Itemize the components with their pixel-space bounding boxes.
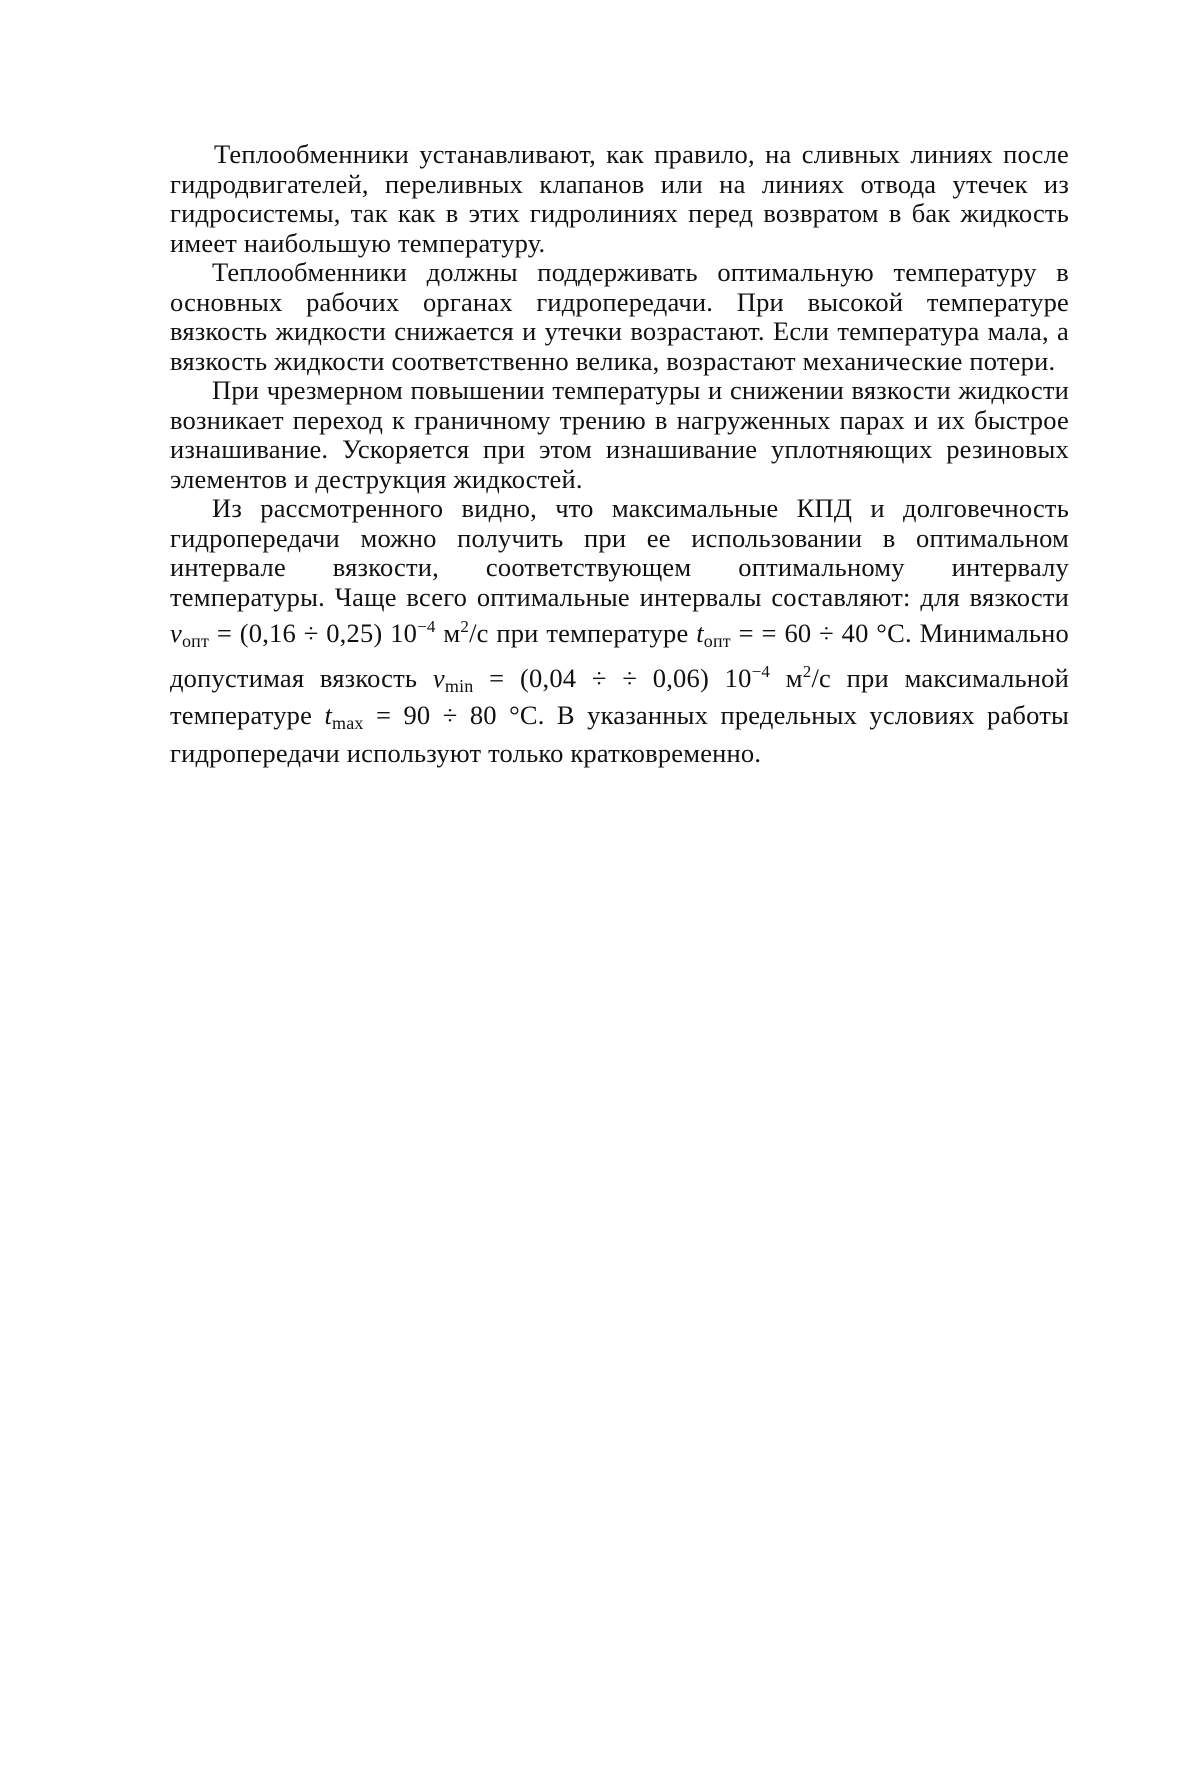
temperature-symbol: t <box>696 618 704 648</box>
text-run: = = 60 ÷ 40 °С. Минимально допустимая вязкость <box>170 618 1070 693</box>
exponent: −4 <box>751 661 771 681</box>
text-run: м <box>770 662 803 693</box>
exponent: −4 <box>417 617 436 636</box>
text-run: /с при максимальной температуре <box>170 662 1069 730</box>
text-run: = 90 ÷ 80 °С. В указанных предельных условиях работы гидропередачи используют только кратковременно. <box>170 700 1069 768</box>
text-run: = (0,16 ÷ 0,25) 10 <box>209 618 418 648</box>
text-run: /с при температуре <box>469 618 697 648</box>
viscosity-symbol: ν <box>170 618 182 648</box>
text-run: = (0,04 ÷ ÷ 0,06) 10 <box>473 662 752 693</box>
paragraph-overheating-effects: При чрезмерном повышении температуры и снижении вязкости жидкости возникает переход к граничному трению в нагруженных парах и их быстрое изнашивание. Ускоряется при этом изнашивание уплотняющих резиновых элементов и деструкция жидкостей. <box>170 375 1069 494</box>
document-page <box>170 140 1069 768</box>
viscosity-symbol: ν <box>432 662 445 693</box>
text-run: Из рассмотренного видно, что максимальные КПД и долговечность гидропередачи можно получить при ее использовании в оптимальном интервале вязкости, соответствующем оптимальному интервалу температуры. Чаще всего оптимальные интервалы составляют: для вязкости <box>170 493 1069 612</box>
paragraph-optimal-intervals <box>170 494 1069 768</box>
subscript-max: max <box>332 713 364 733</box>
square-exponent: 2 <box>802 661 812 681</box>
subscript-opt: опт <box>181 631 210 651</box>
square-exponent: 2 <box>460 617 470 636</box>
paragraph-optimal-temperature: Теплообменники должны поддерживать оптимальную температуру в основных рабочих органах гидропередачи. При высокой температуре вязкость жидкости снижается и утечки возрастают. Если температура мала, а вязкость жидкости соответственно велика, возрастают механические потери. <box>170 257 1069 376</box>
subscript-opt: опт <box>703 631 731 651</box>
text-run: м <box>435 618 461 648</box>
temperature-symbol: t <box>324 700 333 730</box>
subscript-min: min <box>444 675 474 696</box>
paragraph-heat-exchanger-placement: Теплообменники устанавливают, как правило, на сливных линиях после гидродвигателей, переливных клапанов или на линиях отвода утечек из гидросистемы, так как в этих гидролиниях перед возвратом в бак жидкость имеет наибольшую температуру. <box>170 139 1069 258</box>
